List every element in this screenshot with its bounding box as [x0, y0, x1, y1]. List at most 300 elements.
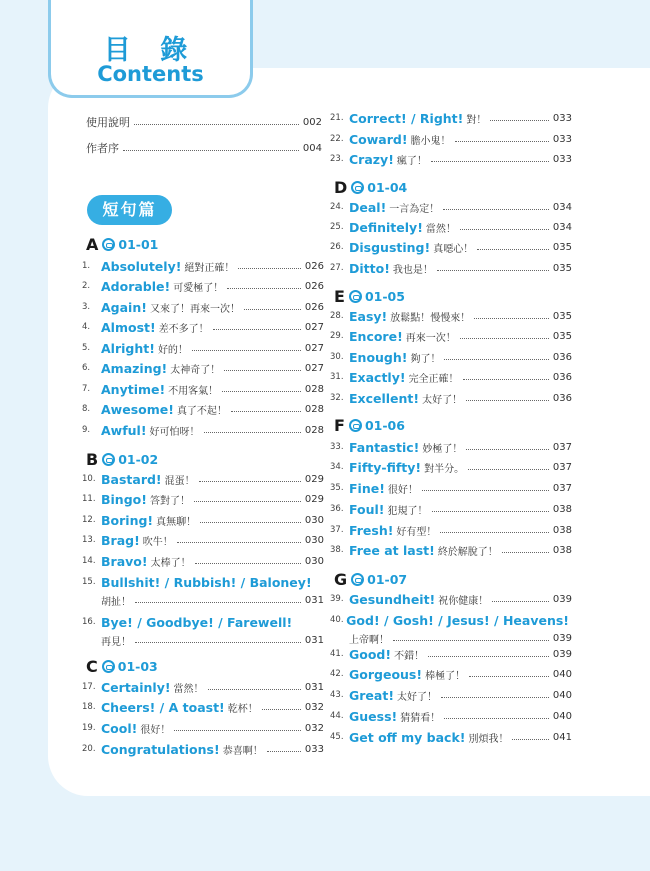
entry-number: 7. — [82, 384, 91, 394]
entry-translation: 乾杯！ — [227, 703, 258, 715]
toc-entry[interactable] — [82, 739, 324, 759]
toc-entry[interactable] — [330, 258, 572, 278]
entry-page: 036 — [552, 392, 572, 404]
toc-entry[interactable] — [82, 379, 324, 399]
entry-translation: 瘋了！ — [396, 155, 427, 167]
leader-dots — [192, 350, 301, 351]
toc-page-number: 004 — [302, 142, 322, 154]
entry-number: 38. — [330, 545, 344, 555]
entry-page: 030 — [304, 555, 324, 567]
track-code: 01-02 — [118, 452, 159, 467]
entry-phrase: Bravo! — [101, 553, 148, 569]
entry-translation: 再來一次！ — [405, 332, 456, 344]
leader-dots — [177, 542, 301, 543]
toc-entry[interactable] — [330, 347, 572, 367]
section-header-f — [334, 416, 405, 435]
track-code: 01-06 — [364, 418, 405, 433]
section-letter: G — [334, 570, 348, 589]
toc-intro-label: 使用說明 — [86, 116, 130, 129]
entry-phrase: Get off my back! — [349, 729, 466, 745]
entry-page: 033 — [552, 112, 572, 124]
entry-translation: 又來了！再來一次！ — [149, 303, 240, 315]
entry-translation: 一言為定！ — [389, 203, 440, 215]
entry-page: 026 — [304, 301, 324, 313]
entry-phrase: Easy! — [349, 308, 388, 324]
entry-number: 44. — [330, 711, 344, 721]
audio-cd-icon — [102, 660, 115, 673]
entry-translation: 別煩我！ — [468, 733, 509, 745]
entry-translation: 終於解脫了！ — [437, 546, 498, 558]
entry-number: 11. — [82, 494, 96, 504]
leader-dots — [135, 642, 301, 643]
entry-translation: 當然！ — [425, 223, 456, 235]
leader-dots — [393, 640, 549, 641]
entry-phrase: Correct! / Right! — [349, 110, 464, 126]
leader-dots — [490, 120, 549, 121]
entry-number: 8. — [82, 404, 91, 414]
leader-dots — [199, 481, 301, 482]
entry-number: 15. — [82, 577, 96, 587]
leader-dots — [134, 124, 299, 125]
entry-translation: 胡扯！ — [101, 596, 131, 608]
page-subtitle: Contents — [97, 62, 204, 86]
entry-page: 033 — [304, 743, 324, 755]
leader-dots — [135, 602, 301, 603]
entry-number: 36. — [330, 504, 344, 514]
entry-page: 037 — [552, 461, 572, 473]
leader-dots — [200, 522, 301, 523]
entry-number: 6. — [82, 363, 91, 373]
entry-number: 26. — [330, 242, 344, 252]
leader-dots — [441, 697, 549, 698]
entry-number: 31. — [330, 372, 344, 382]
leader-dots — [174, 730, 301, 731]
entry-page: 039 — [552, 593, 572, 605]
entry-page: 031 — [304, 594, 324, 606]
toc-entry[interactable] — [330, 478, 572, 498]
entry-page: 029 — [304, 493, 324, 505]
toc-entry[interactable] — [82, 530, 324, 550]
entry-page: 029 — [304, 473, 324, 485]
entry-translation: 太神奇了！ — [170, 364, 221, 376]
entry-translation: 真噁心！ — [433, 243, 474, 255]
entry-translation: 不用客氣！ — [168, 385, 219, 397]
entry-phrase: Awful! — [101, 422, 147, 438]
toc-entry[interactable] — [82, 572, 324, 592]
leader-dots — [460, 338, 549, 339]
section-letter: B — [86, 450, 99, 469]
entry-number: 13. — [82, 535, 96, 545]
entry-page: 038 — [552, 524, 572, 536]
entry-translation: 完全正確！ — [408, 373, 459, 385]
toc-entry[interactable] — [330, 197, 572, 217]
entry-number: 39. — [330, 594, 344, 604]
entry-translation: 犯規了！ — [387, 505, 428, 517]
toc-entry[interactable] — [330, 217, 572, 237]
entry-number: 14. — [82, 556, 96, 566]
entry-number: 42. — [330, 669, 344, 679]
entry-translation: 不錯！ — [394, 650, 425, 662]
entry-number: 21. — [330, 113, 344, 123]
entry-translation: 祝你健康！ — [438, 595, 489, 607]
entry-number: 41. — [330, 649, 344, 659]
entry-page: 033 — [552, 153, 572, 165]
leader-dots — [432, 511, 549, 512]
entry-phrase: Enough! — [349, 349, 408, 365]
leader-dots — [422, 490, 549, 491]
toc-entry[interactable] — [330, 457, 572, 477]
toc-entry-continuation — [101, 631, 324, 649]
section-header-b — [86, 450, 158, 469]
track-code: 01-04 — [367, 180, 408, 195]
entry-translation: 棒極了！ — [425, 670, 466, 682]
entry-page: 030 — [304, 534, 324, 546]
toc-entry[interactable] — [82, 297, 324, 317]
entry-page: 032 — [304, 722, 324, 734]
entry-number: 34. — [330, 462, 344, 472]
entry-number: 30. — [330, 352, 344, 362]
entry-translation: 對！ — [466, 114, 487, 126]
entry-number: 28. — [330, 311, 344, 321]
entry-page: 027 — [304, 362, 324, 374]
leader-dots — [213, 329, 301, 330]
section-letter: E — [334, 287, 345, 306]
toc-entry[interactable] — [330, 108, 572, 128]
entry-phrase: Free at last! — [349, 542, 435, 558]
leader-dots — [468, 469, 549, 470]
toc-entry[interactable] — [82, 718, 324, 738]
entry-phrase: Crazy! — [349, 151, 394, 167]
entry-translation: 放鬆點！慢慢來！ — [390, 312, 471, 324]
toc-entry[interactable] — [330, 644, 572, 664]
entry-number: 40. — [330, 615, 344, 625]
entry-page: 035 — [552, 310, 572, 322]
entry-number: 43. — [330, 690, 344, 700]
leader-dots — [502, 552, 549, 553]
entry-number: 35. — [330, 483, 344, 493]
entry-translation: 吹牛！ — [142, 536, 173, 548]
audio-cd-icon — [349, 419, 362, 432]
entry-phrase: Bastard! — [101, 471, 162, 487]
toc-intro-row[interactable] — [86, 112, 322, 132]
toc-entry[interactable] — [330, 664, 572, 684]
toc-entry[interactable] — [82, 510, 324, 530]
entry-translation: 絕對正確！ — [184, 262, 235, 274]
entry-page: 031 — [304, 634, 324, 646]
entry-page: 040 — [552, 710, 572, 722]
leader-dots — [204, 432, 301, 433]
entry-page: 028 — [304, 424, 324, 436]
entry-phrase: Anytime! — [101, 381, 166, 397]
entry-phrase: Good! — [349, 646, 392, 662]
section-letter: C — [86, 657, 98, 676]
toc-entry[interactable] — [330, 706, 572, 726]
entry-translation: 差不多了！ — [158, 323, 209, 335]
toc-entry[interactable] — [82, 317, 324, 337]
leader-dots — [431, 161, 549, 162]
toc-entry[interactable] — [82, 276, 324, 296]
entry-number: 25. — [330, 222, 344, 232]
section-header-d — [334, 178, 407, 197]
leader-dots — [244, 309, 301, 310]
entry-translation: 好的！ — [157, 344, 188, 356]
leader-dots — [194, 501, 301, 502]
entry-phrase: Brag! — [101, 532, 140, 548]
entry-page: 039 — [552, 632, 572, 644]
entry-phrase: Ditto! — [349, 260, 390, 276]
leader-dots — [469, 676, 549, 677]
entry-phrase: Fine! — [349, 480, 385, 496]
section-header-g — [334, 570, 407, 589]
entry-page: 027 — [304, 342, 324, 354]
entry-number: 24. — [330, 202, 344, 212]
entry-number: 23. — [330, 154, 344, 164]
entry-page: 028 — [304, 403, 324, 415]
entry-page: 026 — [304, 260, 324, 272]
entry-phrase: Fifty-fifty! — [349, 459, 422, 475]
entry-phrase: Alright! — [101, 340, 155, 356]
entry-page: 039 — [552, 648, 572, 660]
entry-translation: 當然！ — [173, 683, 204, 695]
toc-entry[interactable] — [82, 551, 324, 571]
entry-phrase: Great! — [349, 687, 395, 703]
leader-dots — [466, 400, 549, 401]
entry-phrase: Adorable! — [101, 278, 171, 294]
toc-entry[interactable] — [330, 520, 572, 540]
leader-dots — [231, 411, 301, 412]
entry-phrase: Amazing! — [101, 360, 168, 376]
entry-phrase: Disgusting! — [349, 239, 431, 255]
toc-entry[interactable] — [330, 326, 572, 346]
entry-phrase: Certainly! — [101, 679, 171, 695]
section-header-a — [86, 235, 158, 254]
entry-translation: 好可怕呀！ — [149, 426, 200, 438]
entry-page: 038 — [552, 544, 572, 556]
entry-phrase: Bye! / Goodbye! / Farewell! — [101, 614, 293, 630]
entry-phrase: Almost! — [101, 319, 156, 335]
entry-translation: 很好！ — [387, 484, 418, 496]
toc-entry[interactable] — [330, 610, 572, 630]
toc-entry-continuation — [101, 591, 324, 609]
entry-translation: 膽小鬼！ — [410, 135, 451, 147]
entry-translation: 再見！ — [101, 636, 131, 648]
entry-page: 034 — [552, 201, 572, 213]
page-title: 目 錄 — [103, 35, 198, 66]
entry-phrase: Absolutely! — [101, 258, 182, 274]
toc-entry[interactable] — [330, 129, 572, 149]
entry-number: 27. — [330, 263, 344, 273]
entry-page: 036 — [552, 351, 572, 363]
leader-dots — [428, 656, 549, 657]
entry-number: 9. — [82, 425, 91, 435]
entry-translation: 可愛極了！ — [173, 282, 224, 294]
entry-page: 035 — [552, 241, 572, 253]
leader-dots — [222, 391, 301, 392]
section-header-e — [334, 287, 405, 306]
toc-entry[interactable] — [82, 489, 324, 509]
entry-page: 028 — [304, 383, 324, 395]
leader-dots — [437, 270, 549, 271]
entry-phrase: Foul! — [349, 501, 385, 517]
track-code: 01-07 — [367, 572, 408, 587]
entry-number: 29. — [330, 331, 344, 341]
entry-number: 2. — [82, 281, 91, 291]
entry-translation: 上帝啊！ — [349, 634, 389, 646]
section-header-c — [86, 657, 158, 676]
entry-page: 040 — [552, 668, 572, 680]
entry-phrase: Boring! — [101, 512, 154, 528]
entry-phrase: Coward! — [349, 131, 408, 147]
entry-number: 10. — [82, 474, 96, 484]
toc-entry[interactable] — [82, 697, 324, 717]
toc-entry[interactable] — [330, 685, 572, 705]
section-letter: F — [334, 416, 345, 435]
leader-dots — [455, 141, 549, 142]
toc-entry[interactable] — [330, 437, 572, 457]
entry-translation: 真了不起！ — [176, 405, 227, 417]
entry-number: 45. — [330, 732, 344, 742]
entry-translation: 太棒了！ — [150, 557, 191, 569]
leader-dots — [440, 532, 548, 533]
toc-entry[interactable] — [330, 589, 572, 609]
entry-number: 18. — [82, 702, 96, 712]
toc-intro-row[interactable] — [86, 138, 322, 158]
entry-phrase: Deal! — [349, 199, 387, 215]
leader-dots — [123, 150, 299, 151]
entry-page: 035 — [552, 262, 572, 274]
toc-entry[interactable] — [330, 306, 572, 326]
entry-phrase: Guess! — [349, 708, 398, 724]
leader-dots — [224, 370, 301, 371]
toc-entry[interactable] — [82, 338, 324, 358]
entry-page: 026 — [304, 280, 324, 292]
entry-phrase: Fantastic! — [349, 439, 420, 455]
leader-dots — [195, 563, 301, 564]
contents-tab — [48, 0, 253, 98]
entry-phrase: Cheers! / A toast! — [101, 699, 225, 715]
leader-dots — [227, 288, 301, 289]
entry-number: 33. — [330, 442, 344, 452]
entry-number: 32. — [330, 393, 344, 403]
entry-translation: 夠了！ — [410, 353, 441, 365]
entry-page: 038 — [552, 503, 572, 515]
toc-entry[interactable] — [82, 399, 324, 419]
entry-page: 037 — [552, 441, 572, 453]
entry-translation: 真無聊！ — [156, 516, 197, 528]
entry-translation: 猜猜看！ — [400, 712, 441, 724]
section-letter: A — [86, 235, 99, 254]
toc-entry[interactable] — [82, 612, 324, 632]
entry-translation: 太好了！ — [422, 394, 463, 406]
leader-dots — [444, 359, 548, 360]
entry-translation: 答對了！ — [149, 495, 190, 507]
entry-number: 5. — [82, 343, 91, 353]
toc-entry[interactable] — [82, 256, 324, 276]
entry-number: 22. — [330, 134, 344, 144]
toc-entry[interactable] — [330, 149, 572, 169]
leader-dots — [443, 209, 549, 210]
entry-translation: 太好了！ — [397, 691, 438, 703]
entry-phrase: God! / Gosh! / Jesus! / Heavens! — [346, 612, 569, 628]
entry-number: 12. — [82, 515, 96, 525]
leader-dots — [474, 318, 549, 319]
entry-page: 036 — [552, 371, 572, 383]
leader-dots — [267, 751, 301, 752]
entry-translation: 混蛋！ — [164, 475, 195, 487]
audio-cd-icon — [349, 290, 362, 303]
entry-translation: 好有型！ — [396, 526, 437, 538]
toc-entry[interactable] — [82, 358, 324, 378]
entry-number: 3. — [82, 302, 91, 312]
toc-entry[interactable] — [330, 388, 572, 408]
entry-phrase: Again! — [101, 299, 147, 315]
entry-phrase: Exactly! — [349, 369, 406, 385]
track-code: 01-03 — [117, 659, 158, 674]
toc-entry[interactable] — [330, 237, 572, 257]
entry-page: 033 — [552, 133, 572, 145]
entry-phrase: Excellent! — [349, 390, 420, 406]
entry-number: 20. — [82, 744, 96, 754]
leader-dots — [460, 229, 549, 230]
entry-phrase: Definitely! — [349, 219, 423, 235]
section-pill: 短句篇 — [87, 195, 172, 225]
audio-cd-icon — [102, 453, 115, 466]
entry-page: 030 — [304, 514, 324, 526]
entry-translation: 我也是！ — [392, 264, 433, 276]
entry-phrase: Gesundheit! — [349, 591, 436, 607]
entry-translation: 很好！ — [140, 724, 171, 736]
toc-entry[interactable] — [330, 367, 572, 387]
entry-number: 17. — [82, 682, 96, 692]
entry-page: 032 — [304, 701, 324, 713]
entry-phrase: Cool! — [101, 720, 138, 736]
entry-page: 041 — [552, 731, 572, 743]
leader-dots — [463, 379, 549, 380]
leader-dots — [512, 739, 548, 740]
entry-number: 4. — [82, 322, 91, 332]
track-code: 01-05 — [364, 289, 405, 304]
entry-phrase: Congratulations! — [101, 741, 220, 757]
entry-phrase: Bullshit! / Rubbish! / Baloney! — [101, 574, 312, 590]
leader-dots — [477, 249, 549, 250]
leader-dots — [466, 449, 549, 450]
leader-dots — [262, 709, 301, 710]
section-letter: D — [334, 178, 348, 197]
entry-page: 037 — [552, 482, 572, 494]
entry-page: 035 — [552, 330, 572, 342]
toc-entry[interactable] — [330, 727, 572, 747]
toc-entry[interactable] — [82, 469, 324, 489]
entry-phrase: Bingo! — [101, 491, 147, 507]
entry-phrase: Awesome! — [101, 401, 174, 417]
toc-entry[interactable] — [330, 499, 572, 519]
toc-entry[interactable] — [82, 420, 324, 440]
audio-cd-icon — [351, 181, 364, 194]
entry-translation: 恭喜啊！ — [222, 745, 263, 757]
toc-entry[interactable] — [82, 677, 324, 697]
toc-page-number: 002 — [302, 116, 322, 128]
toc-intro-label: 作者序 — [86, 142, 119, 155]
entry-translation: 對半分。 — [424, 463, 465, 475]
leader-dots — [238, 268, 300, 269]
track-code: 01-01 — [118, 237, 159, 252]
entry-number: 19. — [82, 723, 96, 733]
entry-page: 027 — [304, 321, 324, 333]
entry-number: 16. — [82, 617, 96, 627]
entry-translation: 妙極了！ — [422, 443, 463, 455]
entry-number: 1. — [82, 261, 91, 271]
toc-entry[interactable] — [330, 540, 572, 560]
